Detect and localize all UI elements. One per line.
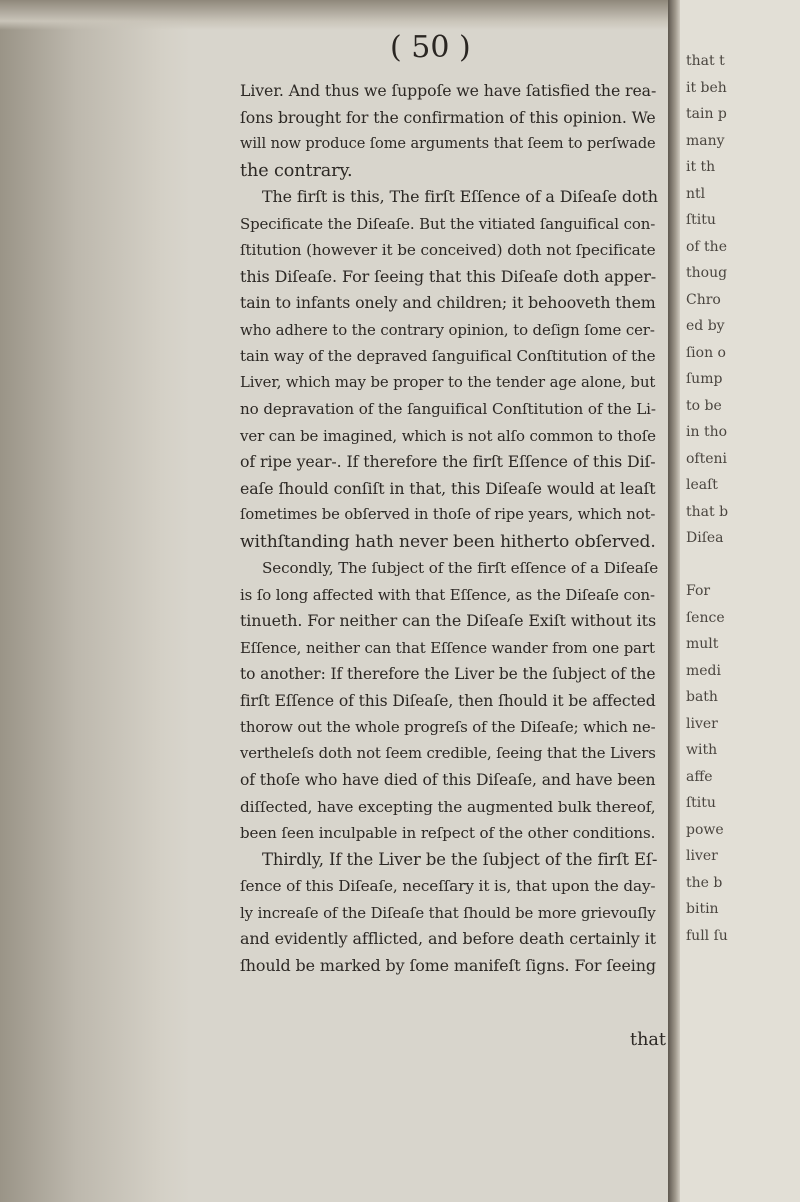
adjacent-text-fragment: For	[686, 583, 711, 599]
page-number: ( 50 )	[390, 30, 471, 65]
book-page	[240, 30, 665, 1180]
adjacent-text-fragment: that t	[686, 53, 725, 69]
adjacent-text-fragment: tain p	[686, 106, 727, 122]
adjacent-text-fragment	[686, 552, 796, 579]
adjacent-text-fragment: affe	[686, 768, 713, 785]
adjacent-text-fragment: ntl	[686, 185, 706, 202]
text-line: will now produce ſome arguments that ſeem to perſwade	[240, 135, 656, 152]
adjacent-text-fragment: thoug	[686, 265, 728, 281]
adjacent-text-fragment: with	[686, 742, 718, 758]
text-line: Liver, which may be proper to the tender age alone, but	[240, 373, 656, 391]
adjacent-text-fragment: that b	[686, 503, 729, 520]
adjacent-text-fragment: ofteni	[686, 450, 728, 467]
text-line: ver can be imagined, which is not alſo common to thoſe	[240, 426, 656, 445]
text-line: vertheleſs doth not ſeem credible, ſeeing that the Livers	[240, 744, 656, 762]
adjacent-text-fragment: powe	[686, 821, 724, 838]
adjacent-text-fragment: ed by	[686, 318, 725, 334]
text-line: Thirdly, If the Liver be the ſubject of the firſt Eſ-	[262, 849, 658, 869]
text-line: been ſeen inculpable in reſpect of the other conditions.	[240, 824, 656, 842]
text-line: The firſt is this, The firſt Eſſence of a Diſeaſe doth	[262, 187, 658, 206]
adjacent-text-fragment: leaſt	[686, 477, 718, 493]
text-line: Eſſence, neither can that Eſſence wander from one part	[240, 638, 655, 657]
adjacent-text-fragment: ſion o	[686, 344, 726, 361]
text-line: who adhere to the contrary opinion, to deſign ſome cer-	[240, 320, 655, 339]
adjacent-text-fragment: to be	[686, 397, 722, 414]
text-line: no depravation of the ſanguifical Conſtitution of the Li-	[240, 400, 656, 418]
adjacent-text-fragment: ſence	[686, 609, 725, 626]
text-line: ſhould be marked by ſome manifeſt ſigns. For ſeeing	[240, 955, 656, 975]
adjacent-text-fragment: full ſu	[686, 927, 728, 944]
text-line: Liver. And thus we ſuppoſe we have ſatisfied the rea-	[240, 81, 657, 100]
text-line: the contrary.	[240, 160, 353, 181]
adjacent-text-fragment: medi	[686, 662, 721, 679]
text-line: eaſe ſhould conſiſt in that, this Diſeaſe would at leaſt	[240, 478, 656, 498]
text-line: ſons brought for the confirmation of this opinion. We	[240, 107, 656, 127]
text-line: diſſected, have excepting the augmented bulk thereof,	[240, 797, 656, 816]
adjacent-text-fragment: Diſea	[686, 530, 724, 546]
text-line: of thoſe who have died of this Diſeaſe, and have been	[240, 771, 656, 789]
adjacent-text-fragment: mult	[686, 636, 719, 652]
adjacent-text-fragment: liver	[686, 848, 718, 864]
text-line: tain to infants onely and children; it behooveth them	[240, 293, 656, 312]
text-line: ſence of this Diſeaſe, neceſſary it is, that upon the day-	[240, 877, 656, 895]
adjacent-text-fragment: Chro	[686, 291, 721, 308]
adjacent-text-fragment: ſump	[686, 371, 723, 387]
text-line: tain way of the depraved ſanguifical Conſtitution of the	[240, 347, 656, 365]
book-spine-shadow	[0, 0, 190, 1202]
text-line: firſt Eſſence of this Diſeaſe, then ſhould it be affected	[240, 691, 656, 710]
text-line: withſtanding hath never been hitherto obſerved.	[240, 531, 656, 552]
adjacent-text-fragment: liver	[686, 715, 718, 732]
adjacent-text-fragment: the b	[686, 874, 723, 891]
catchword: that	[630, 1030, 666, 1050]
adjacent-text-fragment: bath	[686, 689, 718, 705]
adjacent-text-fragment: in tho	[686, 424, 728, 440]
adjacent-text-fragment: it beh	[686, 79, 727, 96]
text-line: of ripe year-. If therefore the firſt Eſſence of this Diſ-	[240, 452, 656, 471]
page-gutter	[668, 0, 680, 1202]
text-line: thorow out the whole progreſs of the Diſeaſe; which ne-	[240, 718, 656, 736]
adjacent-text-fragment: bitin	[686, 901, 719, 917]
text-line: ly increaſe of the Diſeaſe that ſhould be more grievouſly	[240, 903, 656, 922]
text-line: ſtitution (however it be conceived) doth not ſpecificate	[240, 241, 656, 259]
adjacent-text-fragment: of the	[686, 238, 727, 255]
text-line: tinueth. For neither can the Diſeaſe Exiſt without its	[240, 611, 657, 630]
text-line: is ſo long affected with that Eſſence, as the Diſeaſe con-	[240, 585, 655, 604]
adjacent-text-fragment: many	[686, 132, 725, 149]
adjacent-text-fragment: it th	[686, 159, 716, 175]
adjacent-page	[680, 0, 800, 1202]
text-line: ſometimes be obſerved in thoſe of ripe years, which not-	[240, 506, 656, 523]
adjacent-page-text	[686, 48, 796, 949]
page-text	[240, 78, 665, 979]
text-line: this Diſeaſe. For ſeeing that this Diſeaſe doth apper-	[240, 266, 657, 286]
text-line: Secondly, The ſubject of the firſt eſſence of a Diſeaſe	[262, 559, 659, 577]
text-line: to another: If therefore the Liver be the ſubject of the	[240, 665, 656, 683]
adjacent-text-fragment: ſtitu	[686, 212, 716, 228]
text-line: Specificate the Diſeaſe. But the vitiated ſanguifical con-	[240, 214, 656, 233]
adjacent-text-fragment: ſtitu	[686, 795, 716, 811]
text-line: and evidently afflicted, and before death certainly it	[240, 929, 656, 948]
